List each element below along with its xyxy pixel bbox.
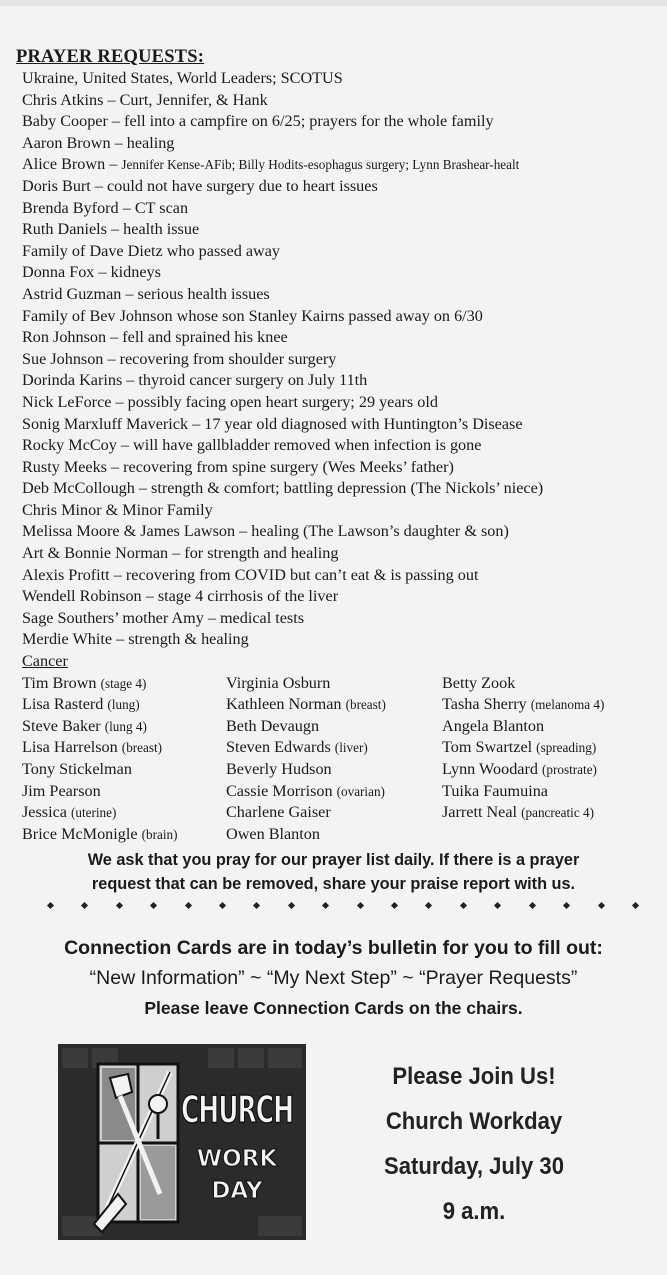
cancer-patient-name: Virginia Osburn bbox=[226, 673, 331, 692]
list-item: Art & Bonnie Norman – for strength and healing bbox=[22, 544, 339, 563]
cancer-patient-name: Cassie Morrison bbox=[226, 781, 333, 800]
logo-text-day: DAY bbox=[211, 1178, 263, 1204]
diamond-icon bbox=[288, 902, 295, 909]
cancer-list-item bbox=[22, 802, 177, 824]
list-item: Ron Johnson – fell and sprained his knee bbox=[22, 328, 288, 347]
cancer-type-note: (liver) bbox=[334, 740, 368, 756]
diamond-icon bbox=[185, 902, 192, 909]
cancer-list-item bbox=[226, 694, 386, 716]
workday-time: 9 a.m. bbox=[442, 1198, 506, 1225]
cancer-list-item bbox=[442, 737, 604, 759]
list-item: Doris Burt – could not have surgery due to heart issues bbox=[22, 176, 378, 195]
list-item: Brenda Byford – CT scan bbox=[22, 198, 189, 217]
cancer-list-item bbox=[22, 737, 177, 759]
list-item: Astrid Guzman – serious health issues bbox=[22, 284, 270, 303]
cancer-list-item bbox=[22, 759, 177, 781]
cancer-patient-name: Tuika Faumuina bbox=[442, 781, 548, 800]
pray-daily-notice bbox=[0, 848, 667, 896]
cancer-type-note: (breast) bbox=[345, 697, 386, 713]
cancer-list-item bbox=[226, 781, 386, 803]
cancer-patient-name: Jessica bbox=[22, 803, 67, 822]
list-item: Melissa Moore & James Lawson – healing (The Lawson’s daughter & son) bbox=[22, 522, 509, 541]
pray-daily-line-1: We ask that you pray for our prayer list daily. If there is a prayer bbox=[87, 851, 580, 869]
cancer-type-note: (lung) bbox=[107, 697, 140, 713]
diamond-icon bbox=[47, 902, 54, 909]
workday-announcement bbox=[340, 1062, 608, 1242]
connection-line-3: Please leave Connection Cards on the chairs. bbox=[144, 998, 523, 1018]
list-item: Rocky McCoy – will have gallbladder removed when infection is gone bbox=[22, 436, 482, 455]
cancer-patient-name: Betty Zook bbox=[442, 673, 516, 692]
list-item: Sonig Marxluff Maverick – 17 year old diagnosed with Huntington’s Disease bbox=[22, 414, 523, 433]
list-item: Merdie White – strength & healing bbox=[22, 630, 249, 649]
cancer-list bbox=[16, 673, 656, 847]
diamond-icon bbox=[563, 902, 570, 909]
cancer-patient-name: Beth Devaugn bbox=[226, 716, 320, 735]
cancer-patient-name: Jim Pearson bbox=[22, 781, 101, 800]
diamond-icon bbox=[597, 902, 604, 909]
diamond-icon bbox=[81, 902, 88, 909]
list-item: Ukraine, United States, World Leaders; SCOTUS bbox=[22, 69, 343, 87]
cancer-list-item bbox=[442, 759, 604, 781]
cancer-type-note: (pancreatic 4) bbox=[521, 805, 594, 821]
cancer-type-note: (stage 4) bbox=[100, 675, 147, 691]
cancer-type-note: (prostrate) bbox=[542, 762, 597, 777]
cancer-list-item bbox=[226, 802, 386, 824]
list-item: Deb McCollough – strength & comfort; battling depression (The Nickols’ niece) bbox=[22, 479, 544, 498]
diamond-icon bbox=[150, 902, 157, 909]
list-item: Aaron Brown – healing bbox=[22, 133, 175, 152]
diamond-icon bbox=[494, 902, 501, 909]
list-item: Dorinda Karins – thyroid cancer surgery on July 11th bbox=[22, 371, 368, 390]
prayer-requests-section bbox=[16, 46, 656, 847]
diamond-icon bbox=[219, 902, 226, 909]
cancer-list-item bbox=[22, 694, 177, 716]
cancer-patient-name: Tony Stickelman bbox=[22, 760, 132, 778]
list-item: Donna Fox – kidneys bbox=[22, 263, 161, 282]
cancer-type-note: (spreading) bbox=[536, 740, 597, 756]
cancer-type-note: (uterine) bbox=[71, 805, 117, 821]
list-item: Sue Johnson – recovering from shoulder surgery bbox=[22, 349, 337, 368]
cancer-patient-name: Angela Blanton bbox=[442, 716, 545, 735]
cancer-list-item bbox=[442, 694, 604, 716]
logo-text-church: CHURCH bbox=[180, 1088, 294, 1132]
cancer-column-3 bbox=[442, 673, 604, 824]
cancer-list-item bbox=[226, 716, 386, 738]
list-item: Chris Minor & Minor Family bbox=[22, 500, 213, 519]
cancer-list-item bbox=[226, 824, 386, 846]
cancer-list-item bbox=[226, 759, 386, 781]
cancer-heading: Cancer bbox=[22, 652, 68, 671]
diamond-icon bbox=[116, 902, 123, 909]
cancer-type-note: (melanoma 4) bbox=[530, 697, 605, 713]
diamond-icon bbox=[425, 902, 432, 909]
cancer-patient-name: Owen Blanton bbox=[226, 824, 320, 843]
prayer-request-list bbox=[16, 68, 656, 651]
list-item: Ruth Daniels – health issue bbox=[22, 220, 200, 239]
list-item: Nick LeForce – possibly facing open heart surgery; 29 years old bbox=[22, 392, 438, 411]
cancer-list-item bbox=[442, 781, 604, 803]
request-detail: Jennifer Kense-AFib; Billy Hodits-esophagus surgery; Lynn Brashear-healt bbox=[121, 157, 520, 173]
cancer-column-2 bbox=[226, 673, 386, 846]
cancer-list-item bbox=[226, 673, 386, 695]
cancer-list-item bbox=[442, 673, 604, 695]
request-name: Alice Brown – bbox=[22, 155, 122, 174]
list-item: Chris Atkins – Curt, Jennifer, & Hank bbox=[22, 90, 268, 109]
cancer-list-item bbox=[22, 781, 177, 803]
list-item: Sage Southers’ mother Amy – medical tests bbox=[22, 608, 305, 627]
cancer-type-note: (lung 4) bbox=[104, 718, 147, 734]
cancer-patient-name: Steven Edwards bbox=[226, 738, 331, 757]
cancer-list-item bbox=[22, 673, 177, 695]
list-item: Baby Cooper – fell into a campfire on 6/25; prayers for the whole family bbox=[22, 112, 494, 131]
workday-date: Saturday, July 30 bbox=[383, 1153, 565, 1180]
cancer-patient-name: Brice McMonigle bbox=[22, 824, 138, 843]
diamond-icon bbox=[460, 902, 467, 909]
tools-illustration-icon bbox=[58, 1044, 306, 1240]
cancer-patient-name: Tom Swartzel bbox=[442, 738, 533, 757]
cancer-patient-name: Tim Brown bbox=[22, 673, 97, 692]
church-work-day-logo bbox=[58, 1044, 306, 1240]
cancer-list-item bbox=[22, 824, 177, 846]
cancer-patient-name: Tasha Sherry bbox=[442, 695, 527, 714]
cancer-type-note: (brain) bbox=[141, 826, 178, 842]
diamond-icon bbox=[322, 902, 329, 909]
cancer-type-note: (breast) bbox=[121, 740, 163, 756]
logo-text-work: WORK bbox=[196, 1146, 278, 1172]
pray-daily-line-2: request that can be removed, share your praise report with us. bbox=[91, 875, 576, 893]
cancer-type-note: (ovarian) bbox=[336, 783, 385, 799]
list-item: Alexis Profitt – recovering from COVID but can’t eat & is passing out bbox=[22, 565, 479, 584]
cancer-column-1 bbox=[22, 673, 177, 846]
cancer-list-item bbox=[22, 716, 177, 738]
list-item: Family of Bev Johnson whose son Stanley Kairns passed away on 6/30 bbox=[22, 306, 483, 325]
list-item: Wendell Robinson – stage 4 cirrhosis of the liver bbox=[22, 587, 339, 606]
cancer-list-item bbox=[442, 802, 604, 824]
list-item bbox=[22, 154, 656, 176]
cancer-patient-name: Steve Baker bbox=[22, 716, 101, 735]
workday-invite: Please Join Us! bbox=[392, 1063, 556, 1090]
cancer-patient-name: Beverly Hudson bbox=[226, 760, 332, 778]
connection-line-2: “New Information” ~ “My Next Step” ~ “Prayer Requests” bbox=[89, 967, 578, 989]
diamond-icon bbox=[253, 902, 260, 909]
cancer-patient-name: Lynn Woodard bbox=[442, 760, 538, 778]
workday-title: Church Workday bbox=[385, 1108, 563, 1135]
prayer-requests-heading: PRAYER REQUESTS: bbox=[16, 47, 205, 67]
diamond-icon bbox=[357, 902, 364, 909]
cancer-patient-name: Lisa Harrelson bbox=[22, 738, 118, 757]
list-item: Rusty Meeks – recovering from spine surgery (Wes Meeks’ father) bbox=[22, 457, 454, 476]
connection-cards-notice bbox=[0, 933, 667, 1023]
diamond-divider bbox=[48, 903, 638, 908]
cancer-patient-name: Jarrett Neal bbox=[442, 803, 518, 822]
diamond-icon bbox=[632, 902, 639, 909]
cancer-list-item bbox=[442, 716, 604, 738]
list-item: Family of Dave Dietz who passed away bbox=[22, 241, 281, 260]
diamond-icon bbox=[391, 902, 398, 909]
cancer-patient-name: Charlene Gaiser bbox=[226, 803, 331, 822]
cancer-patient-name: Kathleen Norman bbox=[226, 695, 342, 714]
diamond-icon bbox=[529, 902, 536, 909]
connection-line-1: Connection Cards are in today’s bulletin for you to fill out: bbox=[64, 937, 603, 959]
cancer-patient-name: Lisa Rasterd bbox=[22, 695, 104, 714]
page-top-edge bbox=[0, 0, 667, 6]
cancer-list-item bbox=[226, 737, 386, 759]
